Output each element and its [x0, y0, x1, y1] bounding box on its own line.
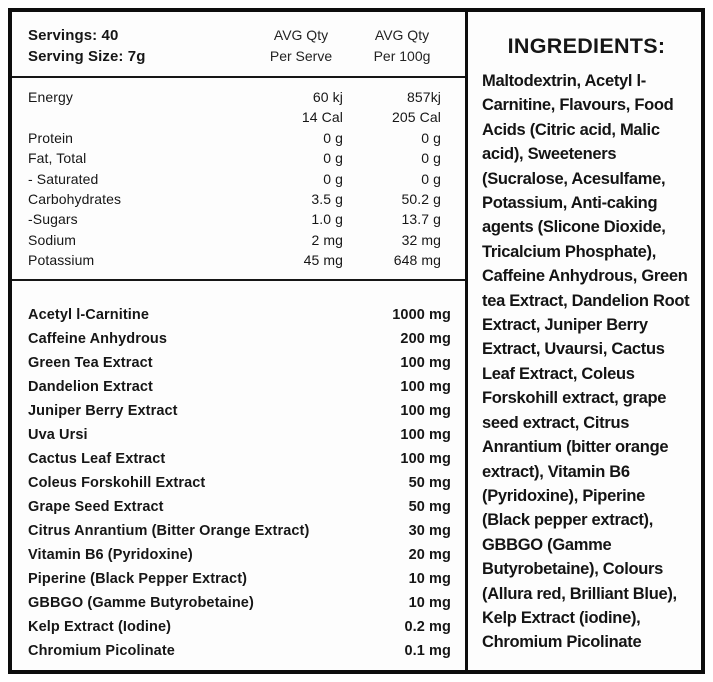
value-per-serve: 2 mg — [311, 231, 343, 248]
value-per-100g: 648 mg — [393, 252, 441, 269]
ingredient-name: Acetyl l-Carnitine — [28, 306, 150, 323]
nutrition-row — [28, 148, 453, 168]
nutrient-name: Protein — [28, 129, 74, 146]
active-ingredient-row — [28, 519, 453, 543]
nutrition-row — [28, 209, 453, 229]
column-header-per-serve — [251, 25, 351, 67]
ingredients-text: Maltodextrin, Acetyl l-Carnitine, Flavours, Food Acids (Citric acid, Malic acid), Sweeteners (Sucralose, Acesulfame, Potassium, Anti-caking agents (Slicone Dioxide, Tricalcium Phosphate), Caffeine Anhydrous, Green tea Extract, Dandelion Root Extract, Juniper Berry Extract, Uvaursi, Cactus Leaf Extract, Coleus Forskohill extract, grape seed extract, Citrus Anrantium (bitter orange extract), Vitamin B6 (Pyridoxine), Piperine (Black pepper extract), GBBGO (Gamme Butyrobetaine), Colours (Allura red, Brilliant Blue), Kelp Extract (iodine), Chromium Picolinate — [482, 72, 690, 652]
active-ingredient-row — [28, 639, 453, 663]
ingredient-name: Chromium Picolinate — [28, 642, 175, 659]
ingredient-name: Juniper Berry Extract — [28, 402, 178, 419]
active-ingredient-row — [28, 303, 453, 327]
nutrition-row — [28, 250, 453, 270]
nutrient-name: Sodium — [28, 231, 77, 248]
nutrient-name — [28, 107, 251, 127]
servings-block — [28, 25, 251, 67]
value-per-100g: 50.2 g — [401, 191, 441, 208]
active-ingredient-row — [28, 495, 453, 519]
value-per-100g: 0 g — [421, 170, 441, 187]
nutrient-name: Carbohydrates — [28, 191, 122, 208]
value-per-100g: 857kj — [407, 89, 441, 105]
nutrition-panel — [12, 12, 468, 670]
value-per-100g: 13.7 g — [401, 211, 441, 228]
serving-size: Serving Size: 7g — [28, 48, 146, 65]
ingredient-name: Caffeine Anhydrous — [28, 330, 168, 347]
ingredient-name: Cactus Leaf Extract — [28, 450, 166, 467]
nutrition-row — [28, 87, 453, 107]
nutrient-name: Energy — [28, 89, 73, 105]
ingredient-name: GBBGO (Gamme Butyrobetaine) — [28, 594, 254, 611]
nutrition-row — [28, 169, 453, 189]
ingredient-name: Citrus Anrantium (Bitter Orange Extract) — [28, 522, 310, 539]
ingredient-name: Vitamin B6 (Pyridoxine) — [28, 546, 193, 563]
ingredient-name: Kelp Extract (Iodine) — [28, 618, 172, 635]
ingredients-panel — [468, 12, 701, 670]
active-ingredient-row — [28, 591, 453, 615]
nutrient-name: Fat, Total — [28, 150, 87, 167]
active-ingredient-row — [28, 327, 453, 351]
active-ingredient-rows — [12, 281, 465, 670]
ingredient-amount: 50 mg — [408, 498, 451, 515]
value-per-serve: 0 g — [323, 129, 343, 146]
active-ingredient-row — [28, 471, 453, 495]
active-ingredient-row — [28, 447, 453, 471]
servings-count: Servings: 40 — [28, 27, 119, 44]
col2-unit-label: Per 100g — [373, 48, 431, 64]
ingredient-amount: 100 mg — [400, 426, 451, 443]
value-per-serve: 0 g — [323, 170, 343, 187]
ingredient-amount: 30 mg — [408, 522, 451, 539]
ingredient-amount: 100 mg — [400, 450, 451, 467]
active-ingredient-row — [28, 423, 453, 447]
ingredient-name: Dandelion Extract — [28, 378, 153, 395]
col2-qty-label: AVG Qty — [374, 27, 430, 43]
active-ingredient-row — [28, 543, 453, 567]
active-ingredient-row — [28, 399, 453, 423]
value-per-serve: 45 mg — [303, 252, 343, 269]
ingredient-amount: 100 mg — [400, 402, 451, 419]
ingredient-amount: 200 mg — [400, 330, 451, 347]
ingredient-name: Uva Ursi — [28, 426, 88, 443]
ingredients-heading: INGREDIENTS: — [507, 34, 666, 58]
ingredient-amount: 10 mg — [408, 594, 451, 611]
nutrition-row — [28, 230, 453, 250]
supplement-facts-label — [8, 8, 705, 674]
value-per-100g: 0 g — [421, 129, 441, 146]
ingredient-amount: 20 mg — [408, 546, 451, 563]
nutrient-name: -Sugars — [28, 211, 78, 228]
col1-qty-label: AVG Qty — [273, 27, 329, 43]
nutrient-name: Potassium — [28, 252, 95, 269]
col1-unit-label: Per Serve — [269, 48, 333, 64]
nutrition-row — [28, 107, 453, 127]
active-ingredient-row — [28, 567, 453, 591]
value-per-serve: 60 kj — [312, 89, 343, 105]
nutrition-row — [28, 128, 453, 148]
value-per-serve: 0 g — [323, 150, 343, 167]
column-header-per-100g — [351, 25, 453, 67]
active-ingredient-row — [28, 375, 453, 399]
ingredient-amount: 50 mg — [408, 474, 451, 491]
ingredient-name: Coleus Forskohill Extract — [28, 474, 206, 491]
ingredient-amount: 0.1 mg — [404, 642, 451, 659]
nutrition-rows — [12, 78, 465, 281]
value-per-100g: 0 g — [421, 150, 441, 167]
ingredient-amount: 100 mg — [400, 354, 451, 371]
value-per-100g: 205 Cal — [392, 109, 441, 126]
panel-header — [12, 12, 465, 78]
ingredient-name: Piperine (Black Pepper Extract) — [28, 570, 248, 587]
ingredient-name: Green Tea Extract — [28, 354, 153, 371]
value-per-100g: 32 mg — [401, 231, 441, 248]
nutrition-row — [28, 189, 453, 209]
value-per-serve: 1.0 g — [311, 211, 343, 228]
ingredient-amount: 10 mg — [408, 570, 451, 587]
ingredient-amount: 0.2 mg — [404, 618, 451, 635]
active-ingredient-row — [28, 351, 453, 375]
ingredient-amount: 100 mg — [400, 378, 451, 395]
ingredient-amount: 1000 mg — [392, 306, 451, 323]
value-per-serve: 3.5 g — [311, 191, 343, 208]
active-ingredient-row — [28, 615, 453, 639]
ingredient-name: Grape Seed Extract — [28, 498, 164, 515]
nutrient-name: - Saturated — [28, 170, 99, 187]
value-per-serve: 14 Cal — [301, 109, 343, 126]
